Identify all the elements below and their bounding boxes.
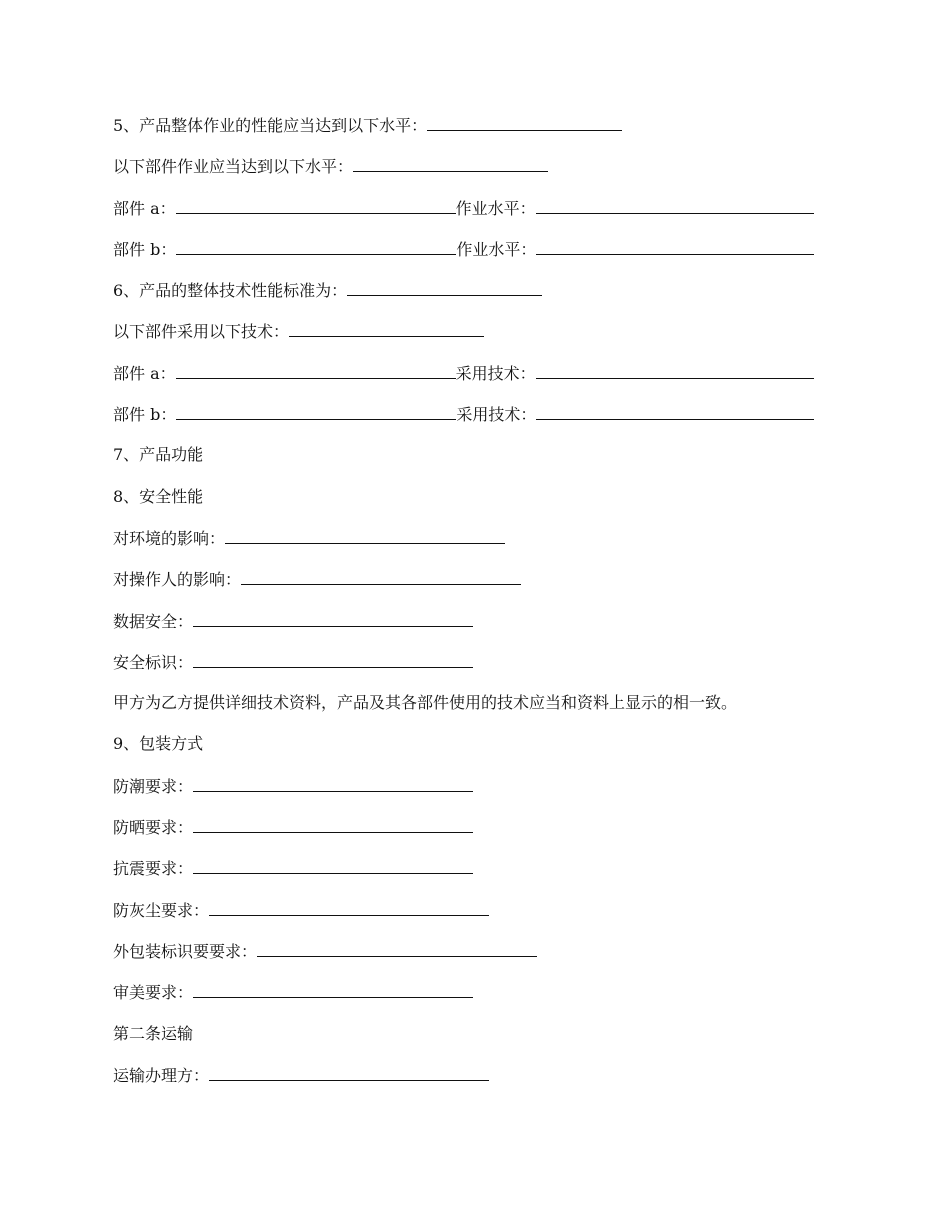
fill-in-blank[interactable] [176, 360, 456, 379]
label: 采用技术： [455, 363, 536, 383]
label: 5、产品整体作业的性能应当达到以下水平： [113, 116, 428, 135]
part-b-performance [113, 236, 843, 277]
clause-8-heading [113, 484, 843, 525]
clause-9-heading [113, 731, 843, 772]
technical-docs-statement [113, 690, 843, 731]
dust-proof-requirement [113, 897, 843, 938]
fill-in-blank[interactable] [241, 566, 521, 585]
label: 防晒要求： [113, 818, 194, 838]
label: 防灰尘要求： [113, 900, 210, 920]
paragraph: 甲方为乙方提供详细技术资料，产品及其各部件使用的技术应当和资料上显示的相一致。 [113, 693, 738, 713]
label: 安全标识： [113, 652, 194, 672]
part-a-technology [113, 360, 843, 401]
label: 部件 a： [113, 363, 176, 383]
shock-proof-requirement [113, 855, 843, 896]
label: 以下部件采用以下技术： [113, 322, 290, 342]
operator-impact [113, 566, 843, 607]
fill-in-blank[interactable] [289, 318, 484, 337]
label: 部件 a： [113, 198, 176, 218]
fill-in-blank[interactable] [176, 236, 456, 255]
safety-marking [113, 649, 843, 690]
heading: 7、产品功能 [113, 445, 204, 465]
fill-in-blank[interactable] [536, 401, 814, 420]
fill-in-blank[interactable] [536, 195, 814, 214]
parts-performance [113, 153, 843, 194]
fill-in-blank[interactable] [193, 814, 473, 833]
part-b-technology [113, 401, 843, 442]
label: 以下部件作业应当达到以下水平： [113, 157, 354, 177]
label: 外包装标识要要求： [113, 941, 258, 961]
fill-in-blank[interactable] [347, 277, 542, 296]
label: 6、产品的整体技术性能标准为： [113, 281, 348, 301]
label: 对环境的影响： [113, 528, 226, 548]
transport-handler [113, 1062, 843, 1103]
fill-in-blank[interactable] [257, 938, 537, 957]
fill-in-blank[interactable] [353, 153, 548, 172]
part-a-performance [113, 195, 843, 236]
fill-in-blank[interactable] [193, 773, 473, 792]
aesthetic-requirement [113, 979, 843, 1020]
clause-5-overall-performance [113, 112, 843, 153]
heading: 第二条运输 [113, 1023, 194, 1043]
heading: 8、安全性能 [113, 486, 204, 506]
label: 作业水平： [455, 198, 536, 218]
fill-in-blank[interactable] [176, 401, 456, 420]
sun-proof-requirement [113, 814, 843, 855]
label: 运输办理方： [113, 1065, 210, 1085]
article-2-heading [113, 1021, 843, 1062]
clause-6-technical-standard [113, 277, 843, 318]
label: 采用技术： [456, 405, 537, 425]
fill-in-blank[interactable] [209, 1062, 489, 1081]
label: 审美要求： [113, 983, 194, 1003]
label: 抗震要求： [113, 859, 194, 879]
fill-in-blank[interactable] [536, 360, 814, 379]
label: 作业水平： [456, 239, 537, 259]
fill-in-blank[interactable] [536, 236, 814, 255]
outer-package-marking-requirement [113, 938, 843, 979]
label: 部件 b： [113, 239, 177, 259]
label: 防潮要求： [113, 776, 194, 796]
environment-impact [113, 525, 843, 566]
heading: 9、包装方式 [113, 734, 204, 754]
fill-in-blank[interactable] [427, 112, 622, 131]
moisture-proof-requirement [113, 773, 843, 814]
label: 数据安全： [113, 611, 194, 631]
fill-in-blank[interactable] [193, 608, 473, 627]
fill-in-blank[interactable] [209, 897, 489, 916]
fill-in-blank[interactable] [176, 195, 456, 214]
fill-in-blank[interactable] [193, 855, 473, 874]
document-page [113, 112, 843, 1103]
fill-in-blank[interactable] [225, 525, 505, 544]
clause-7-heading [113, 442, 843, 483]
label: 部件 b： [113, 405, 177, 425]
parts-technology [113, 318, 843, 359]
fill-in-blank[interactable] [193, 979, 473, 998]
label: 对操作人的影响： [113, 570, 242, 590]
data-security [113, 608, 843, 649]
fill-in-blank[interactable] [193, 649, 473, 668]
